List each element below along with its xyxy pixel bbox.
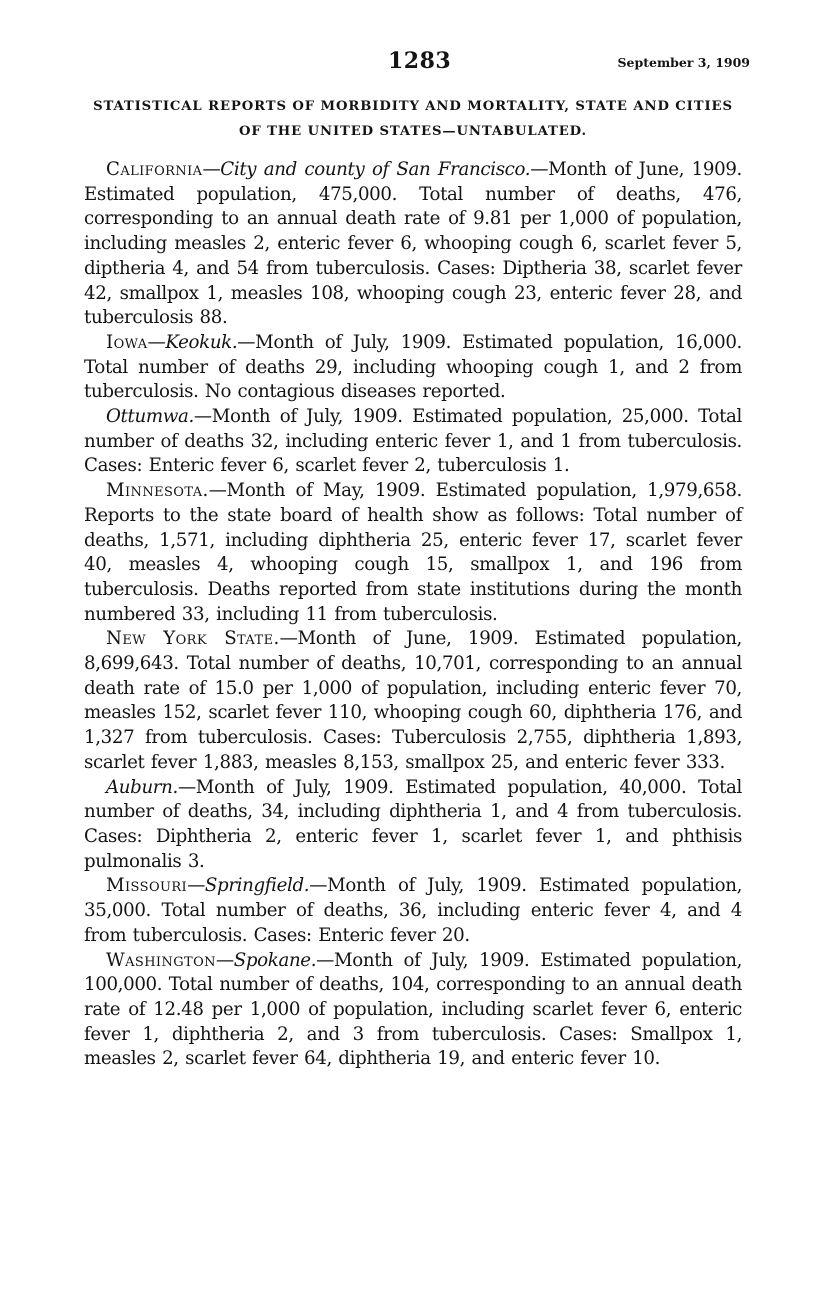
report-text: —Month of July, 1909. Estimated population, 100,000. Total number of deaths, 104, corresponding to an annual death rate of 12.48 per 1,000 of population, including scarlet fever 6, enteric fever 1, diphtheria 2, and 3 from tuberculosis. Cases: Smallpox 1, measles 2, scarlet fever 64, diphtheria 19, and enteric fever 10.: [84, 949, 742, 1070]
place-name: Ottumwa.: [106, 406, 194, 428]
page-date: September 3, 1909: [617, 55, 750, 70]
separator: —: [147, 331, 166, 353]
report-paragraph-new-york-auburn: [84, 776, 742, 875]
report-text: —Month of June, 1909. Estimated population, 8,699,643. Total number of deaths, 10,701, corresponding to an annual death rate of 15.0 per 1,000 of population, including enteric fever 70, measles 152, scarlet fever 110, whooping cough 60, diphtheria 176, and 1,327 from tuberculosis. Cases: Tuberculosis 2,755, diphtheria 1,893, scarlet fever 1,883, measles 8,153, smallpox 25, and enteric fever 333.: [84, 628, 742, 773]
report-paragraph-new-york-state: [84, 627, 742, 775]
report-text: —Month of May, 1909. Estimated population, 1,979,658. Reports to the state board of health show as follows: Total number of deaths, 1,571, including diphtheria 25, enteric fever 17, scarlet fever 40, measles 4, whooping cough 15, smallpox 1, and 196 from tuberculosis. Deaths reported from state institutions during the month numbered 33, including 11 from tuberculosis.: [84, 480, 742, 625]
report-paragraph-iowa-ottumwa: [84, 405, 742, 479]
report-text: —Month of July, 1909. Estimated population, 16,000. Total number of deaths 29, including whooping cough 1, and 2 from tuberculosis. No contagious diseases reported.: [84, 331, 742, 403]
report-paragraph-washington: [84, 949, 742, 1073]
report-text: —Month of June, 1909. Estimated population, 475,000. Total number of deaths, 476, corresponding to an annual death rate of 9.81 per 1,000 of population, including measles 2, enteric fever 6, whooping cough 6, scarlet fever 5, diptheria 4, and 54 from tuberculosis. Cases: Diptheria 38, scarlet fever 42, smallpox 1, measles 108, whooping cough 23, enteric fever 28, and tuberculosis 88.: [84, 159, 742, 329]
separator: —: [202, 159, 221, 180]
report-paragraph-minnesota: [84, 479, 742, 627]
state-name: Minnesota.: [106, 480, 209, 502]
state-name: New York State.: [106, 628, 280, 650]
report-text: —Month of July, 1909. Estimated population, 40,000. Total number of deaths, 34, including diphtheria 1, and 4 from tuberculosis. Cases: Diphtheria 2, enteric fever 1, scarlet fever 1, and phthisis pulmonalis 3.: [84, 776, 742, 872]
page-number: 1283: [388, 48, 452, 74]
place-name: Auburn.: [106, 776, 178, 798]
separator: —: [187, 875, 205, 897]
separator: —: [215, 949, 234, 971]
state-name: Iowa: [106, 331, 148, 353]
report-paragraph-california: [84, 158, 742, 331]
report-title: STATISTICAL REPORTS OF MORBIDITY AND MORTALITY, STATE AND CITIES OF THE UNITED STATES—UNTABULATED.: [93, 99, 733, 139]
state-name: California: [106, 159, 203, 180]
state-name: Washington: [106, 949, 216, 971]
place-name: Spokane.: [233, 949, 317, 971]
report-body: [84, 158, 742, 1072]
place-name: City and county of San Francisco.: [220, 159, 531, 180]
place-name: Springfield.: [204, 875, 310, 897]
place-name: Keokuk.: [165, 331, 238, 353]
report-text: —Month of July, 1909. Estimated population, 25,000. Total number of deaths 32, including enteric fever 1, and 1 from tuberculosis. Cases: Enteric fever 6, scarlet fever 2, tuberculosis 1.: [84, 406, 742, 477]
report-paragraph-missouri: [84, 874, 742, 948]
report-paragraph-iowa-keokuk: [84, 331, 742, 405]
state-name: Missouri: [106, 875, 188, 897]
report-text: —Month of July, 1909. Estimated population, 35,000. Total number of deaths, 36, including enteric fever 4, and 4 from tuberculosis. Cases: Enteric fever 20.: [84, 875, 742, 946]
